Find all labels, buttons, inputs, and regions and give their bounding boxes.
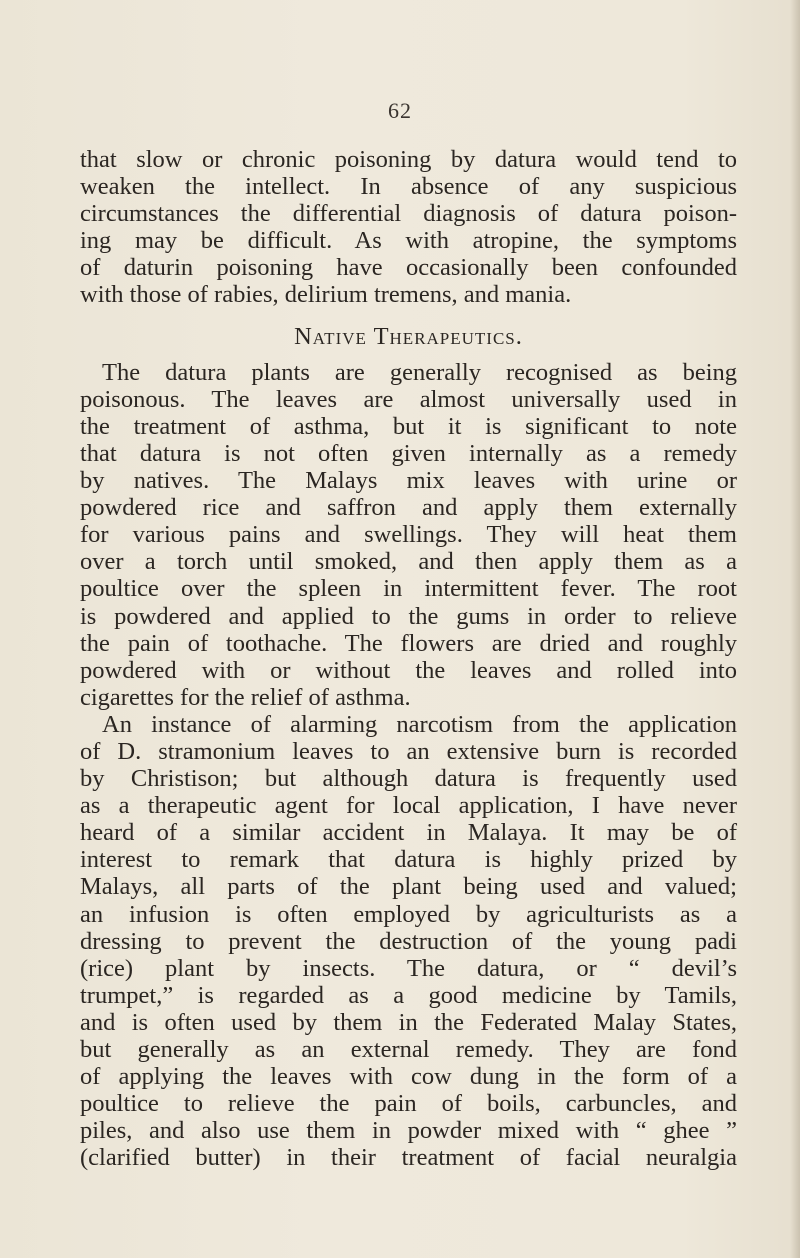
page-edge-shadow xyxy=(790,0,800,1258)
text-line: Malays, all parts of the plant being used and valued; xyxy=(80,873,737,901)
text-line: (clarified butter) in their treatment of facial neuralgia xyxy=(80,1144,737,1172)
text-line: of applying the leaves with cow dung in the form of a xyxy=(80,1063,737,1091)
text-line: with those of rabies, delirium tremens, and mania. xyxy=(80,281,572,309)
text-line: powdered with or without the leaves and rolled into xyxy=(80,656,737,684)
text-line: weaken the intellect. In absence of any suspicious xyxy=(80,173,737,201)
text-line: the treatment of asthma, but it is significant to note xyxy=(80,412,737,440)
text-line: as a therapeutic agent for local application, I have never xyxy=(80,792,737,820)
page-body xyxy=(80,146,737,1171)
text-line: (rice) plant by insects. The datura, or “ devil’s xyxy=(80,954,737,982)
text-line: of daturin poisoning have occasionally been confounded xyxy=(80,254,737,282)
text-line: poisonous. The leaves are almost universally used in xyxy=(80,385,737,413)
text-line: is powdered and applied to the gums in order to relieve xyxy=(80,602,737,630)
text-line: interest to remark that datura is highly prized by xyxy=(80,846,737,874)
text-line: circumstances the differential diagnosis of datura poison- xyxy=(80,200,737,228)
opening-paragraph xyxy=(80,146,737,309)
text-line: but generally as an external remedy. They are fond xyxy=(80,1036,737,1063)
paragraph-native-use xyxy=(80,359,737,711)
text-line: an infusion is often employed by agriculturists as a xyxy=(80,900,737,928)
paragraph-narcotism xyxy=(80,711,737,1172)
text-line: powdered rice and saffron and apply them externally xyxy=(80,494,737,522)
text-line: that datura is not often given internally as a remedy xyxy=(80,439,737,467)
text-line: by Christison; but although datura is frequently used xyxy=(80,765,737,793)
text-line: over a torch until smoked, and then apply them as a xyxy=(80,548,737,576)
text-line: and is often used by them in the Federated Malay States, xyxy=(80,1008,737,1036)
text-line: the pain of toothache. The flowers are dried and roughly xyxy=(80,629,737,657)
text-line: piles, and also use them in powder mixed with “ ghee ” xyxy=(80,1117,737,1145)
text-line: of D. stramonium leaves to an extensive burn is recorded xyxy=(80,737,737,765)
section-heading: Native Therapeutics. xyxy=(294,322,523,350)
text-line: An instance of alarming narcotism from the application xyxy=(102,710,737,738)
text-line: heard of a similar accident in Malaya. It may be of xyxy=(80,819,737,847)
page-number: 62 xyxy=(388,98,412,123)
text-line: for various pains and swellings. They will heat them xyxy=(80,521,737,549)
text-line: ing may be difficult. As with atropine, the symptoms xyxy=(80,227,737,255)
text-line: that slow or chronic poisoning by datura would tend to xyxy=(80,146,737,173)
text-line: The datura plants are generally recognised as being xyxy=(102,358,737,386)
text-line: poultice to relieve the pain of boils, carbuncles, and xyxy=(80,1090,737,1118)
text-line: cigarettes for the relief of asthma. xyxy=(80,683,411,711)
text-line: by natives. The Malays mix leaves with urine or xyxy=(80,467,737,495)
text-line: trumpet,” is regarded as a good medicine by Tamils, xyxy=(80,981,737,1009)
text-line: dressing to prevent the destruction of the young padi xyxy=(80,927,737,955)
text-line: poultice over the spleen in intermittent fever. The root xyxy=(80,575,737,603)
